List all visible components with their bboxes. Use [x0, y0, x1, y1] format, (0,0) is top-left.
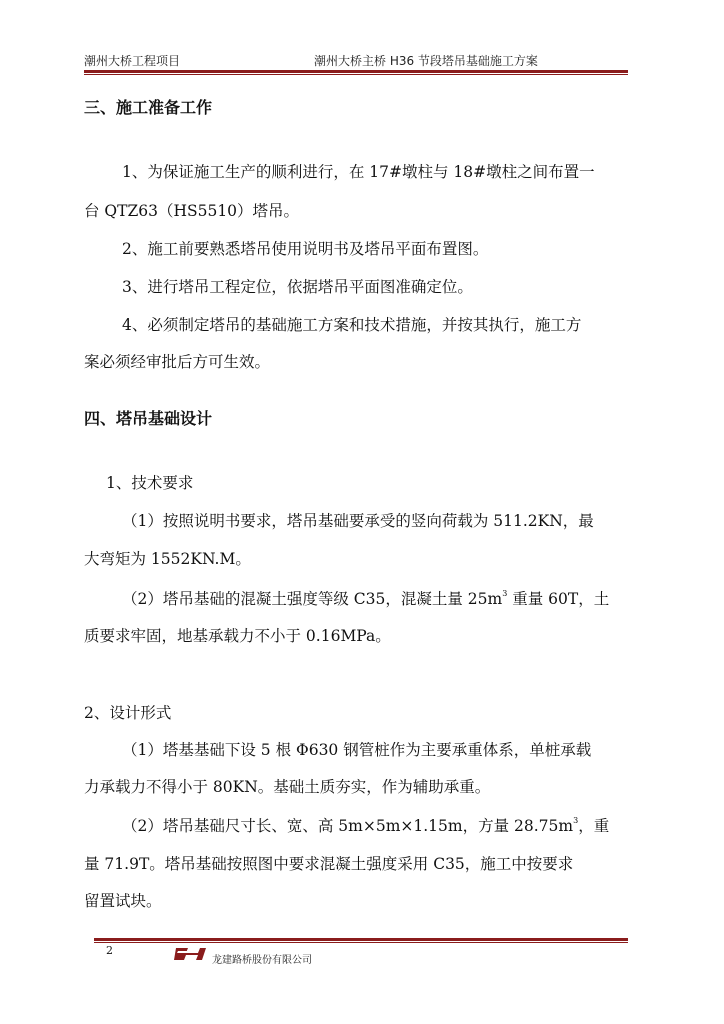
header-document-title: 潮州大桥主桥 H36 节段塔吊基础施工方案 [314, 54, 538, 68]
subsection-1-para-2-line-2: 质要求牢固，地基承载力不小于 0.16MPa。 [84, 627, 391, 645]
section-3-item-3: 3、进行塔吊工程定位，依据塔吊平面图准确定位。 [122, 278, 473, 296]
footer-rule [94, 938, 628, 941]
header-rule-thin [84, 74, 628, 75]
para-2-text-b: 重量 60T，土 [507, 590, 610, 608]
subsection-1-para-1-line-1: （1）按照说明书要求，塔吊基础要承受的竖向荷载为 511.2KN，最 [122, 512, 594, 530]
section-3-item-1-line-2: 台 QTZ63（HS5510）塔吊。 [84, 202, 300, 220]
company-logo-icon [174, 946, 208, 962]
section-3-item-1-line-1 [122, 162, 628, 182]
item-1-text: 1、为保证施工生产的顺利进行，在 17#墩柱与 18#墩柱之间布置一 [122, 163, 595, 181]
section-4-heading: 四、塔吊基础设计 [84, 409, 213, 428]
footer-company-name: 龙建路桥股份有限公司 [212, 955, 312, 966]
subsection-2-para-2-line-3: 留置试块。 [84, 892, 162, 910]
header-rule [84, 70, 628, 73]
superscript-cubic: 3 [573, 816, 579, 825]
para-2-text-b: ，重 [578, 817, 610, 835]
subsection-2-para-2-line-1 [122, 816, 609, 836]
section-3-item-4-line-2: 案必须经审批后方可生效。 [84, 353, 271, 371]
subsection-2-para-2-line-2: 量 71.9T。塔吊基础按照图中要求混凝土强度采用 C35，施工中按要求 [84, 855, 574, 873]
subsection-2-title: 2、设计形式 [84, 704, 172, 722]
section-3-item-4-line-1: 4、必须制定塔吊的基础施工方案和技术措施，并按其执行，施工方 [122, 316, 582, 334]
subsection-2-para-1-line-2: 力承载力不得小于 80KN。基础土质夯实，作为辅助承重。 [84, 778, 491, 796]
page-header [84, 50, 628, 70]
subsection-1-para-1-line-2: 大弯矩为 1552KN.M。 [84, 550, 251, 568]
para-2-text-a: （2）塔吊基础尺寸长、宽、高 5m×5m×1.15m，方量 28.75m [122, 817, 574, 835]
subsection-1-title: 1、技术要求 [106, 474, 194, 492]
subsection-2-para-1-line-1: （1）塔基基础下设 5 根 Φ630 钢管桩作为主要承重体系，单桩承载 [122, 741, 592, 759]
superscript-cubic: 3 [502, 589, 508, 598]
header-project-name: 潮州大桥工程项目 [84, 54, 181, 68]
page-number: 2 [106, 944, 113, 957]
section-3-heading: 三、施工准备工作 [84, 98, 213, 117]
footer-rule-thin [94, 942, 628, 943]
subsection-1-para-2-line-1 [122, 589, 609, 609]
section-3-item-2: 2、施工前要熟悉塔吊使用说明书及塔吊平面布置图。 [122, 240, 489, 258]
para-2-text-a: （2）塔吊基础的混凝土强度等级 C35，混凝土量 25m [122, 590, 503, 608]
